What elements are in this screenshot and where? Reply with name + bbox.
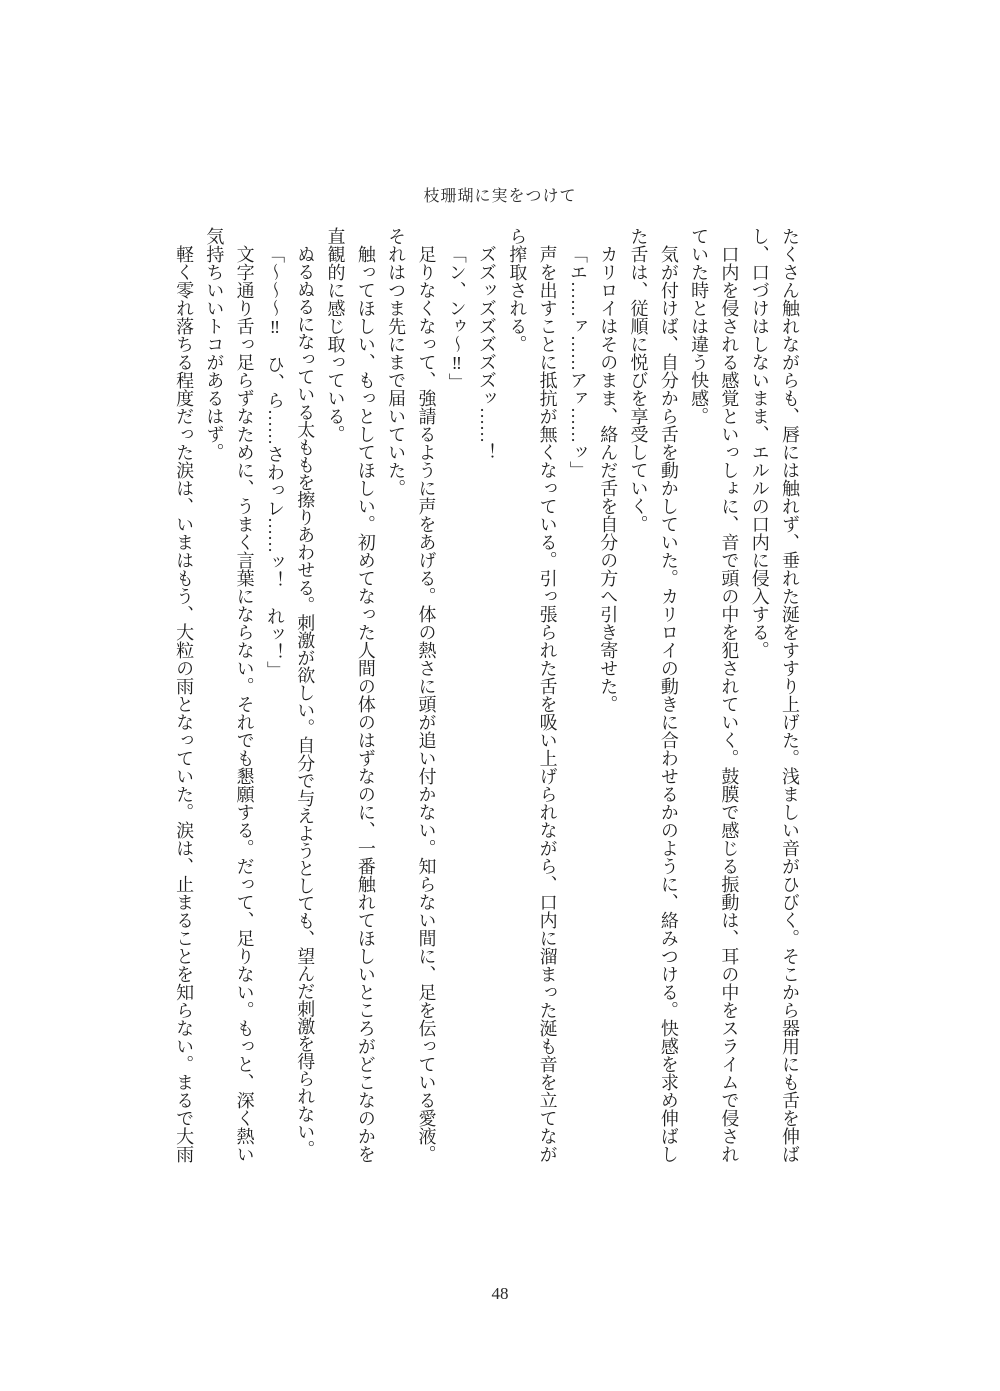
narrative-paragraph: 文字通り舌っ足らずなために、うまく言葉にならない。それでも懇願する。だって、足りない。もっと、深く熱い気持ちいいトコがあるはず。 — [204, 227, 255, 1163]
sfx-line: ズズッズズズズズッ……！ — [477, 245, 498, 461]
page-number: 48 — [491, 1284, 509, 1303]
narrative-paragraph: 軽く零れ落ちる程度だった涙は、いまはもう、大粒の雨となっていた。涙は、止まることを知らない。まるで大雨 — [174, 245, 195, 1163]
narrative-paragraph: ぬるぬるになっている太ももを擦りあわせる。刺激が欲しい。自分で与えようとしても、望んだ刺激を得られない。 — [295, 245, 316, 1158]
narrative-paragraph: 気が付けば、自分から舌を動かしていた。カリロイの動きに合わせるかのように、絡みつける。快感を求め伸ばした舌は、従順に悦びを享受していく。 — [628, 227, 679, 1163]
narrative-paragraph: 声を出すことに抵抗が無くなっている。引っ張られた舌を吸い上げられながら、口内に溜まった涎も音を立てながら搾取される。 — [507, 227, 558, 1163]
narrative-paragraph: 口内を侵される感覚といっしょに、音で頭の中を犯されていく。鼓膜で感じる振動は、耳の中をスライムで侵されていた時とは違う快感。 — [689, 227, 740, 1163]
page-header-title: 枝珊瑚に実をつけて — [423, 188, 577, 205]
narrative-paragraph: たくさん触れながらも、唇には触れず、垂れた涎をすすり上げた。浅ましい音がひびく。そこから器用にも舌を伸ばし、口づけはしないまま、エルルの口内に侵入する。 — [749, 227, 800, 1163]
narrative-paragraph: 足りなくなって、強請るように声をあげる。体の熱さに頭が追い付かない。知らない間に、足を伝っている愛液。それはつま先にまで届いていた。 — [386, 227, 437, 1163]
narrative-paragraph: 触ってほしい、もっとしてほしい。初めてなった人間の体のはずなのに、一番触れてほしいところがどこなのかを直観的に感じ取っている。 — [325, 227, 376, 1163]
dialogue-line: 「エ……ァ……アァ……ッ」 — [567, 245, 588, 479]
vertical-text-block — [169, 227, 805, 1167]
dialogue-line: 「〜〜〜‼ ひ、ら……さわっレ……ッ！ れッ！」 — [264, 245, 285, 679]
narrative-paragraph: カリロイはそのまま、絡んだ舌を自分の方へ引き寄せた。 — [598, 245, 619, 713]
dialogue-line: 「ン、ンゥ〜‼」 — [446, 245, 467, 391]
